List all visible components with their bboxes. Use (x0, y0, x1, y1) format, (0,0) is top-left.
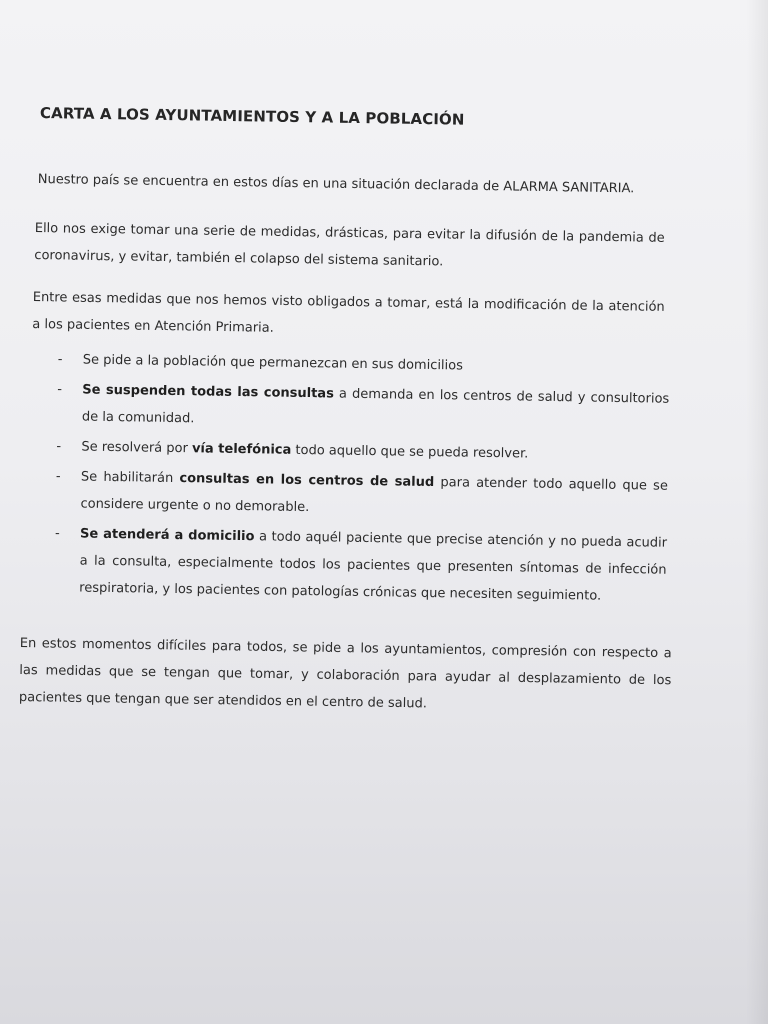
list-item-bold: Se atenderá a domicilio (79, 526, 255, 545)
bullet-dash: - (54, 526, 60, 542)
list-item-text-after: a demanda en los centros de salud y consultorios de la comunidad. (81, 386, 670, 427)
list-item (46, 520, 667, 611)
list-item-text-before: Se resolverá por (81, 439, 193, 457)
paragraph-closing: En estos momentos difíciles para todos, se pide a los ayuntamientos, compresión con respecto a las medidas que se tengan que tomar, y colaboración para ayudar al desplazamiento de los pacientes que tengan que ser atendidos en el centro de salud. (18, 635, 672, 712)
list-item-text-after: a todo aquél paciente que precise atención y no pueda acudir a la consulta, especialmente todos los pacientes que presenten síntomas de infección respiratoria, y los pacientes con patologías crónicas que necesiten seguimiento. (79, 529, 668, 604)
bullet-dash: - (56, 439, 62, 455)
bullet-dash: - (55, 469, 61, 485)
paragraph-measures: Ello nos exige tomar una serie de medidas, drásticas, para evitar la difusión de la pandemia de coronavirus, y evitar, también el colapso del sistema sanitario. (34, 220, 665, 270)
bullet-dash: - (57, 382, 63, 398)
paragraph-alarm: Nuestro país se encuentra en estos días en una situación declarada de ALARMA SANITARIA. (37, 171, 635, 197)
measures-list (46, 346, 670, 614)
list-item-text-after: Se pide a la población que permanezcan en sus domicilios (82, 352, 464, 374)
list-item-bold: vía telefónica (191, 441, 292, 458)
paragraph-primary-care: Entre esas medidas que nos hemos visto obligados a tomar, está la modificación de la atención a los pacientes en Atención Primaria. (32, 289, 665, 336)
list-item-text-before: Se habilitarán (80, 469, 180, 487)
list-item (47, 463, 668, 527)
bullet-dash: - (57, 352, 63, 368)
list-item-text-after: todo aquello que se pueda resolver. (291, 442, 529, 462)
list-item (49, 376, 670, 440)
paper-edge-shadow (746, 0, 768, 1024)
list-item-bold: consultas en los centros de salud (179, 471, 435, 491)
list-item-text-after: para atender todo aquello que se considere urgente o no demorable. (80, 475, 668, 516)
document-title: CARTA A LOS AYUNTAMIENTOS Y A LA POBLACIÓN (39, 104, 465, 129)
list-item-bold: Se suspenden todas las consultas (82, 382, 334, 402)
